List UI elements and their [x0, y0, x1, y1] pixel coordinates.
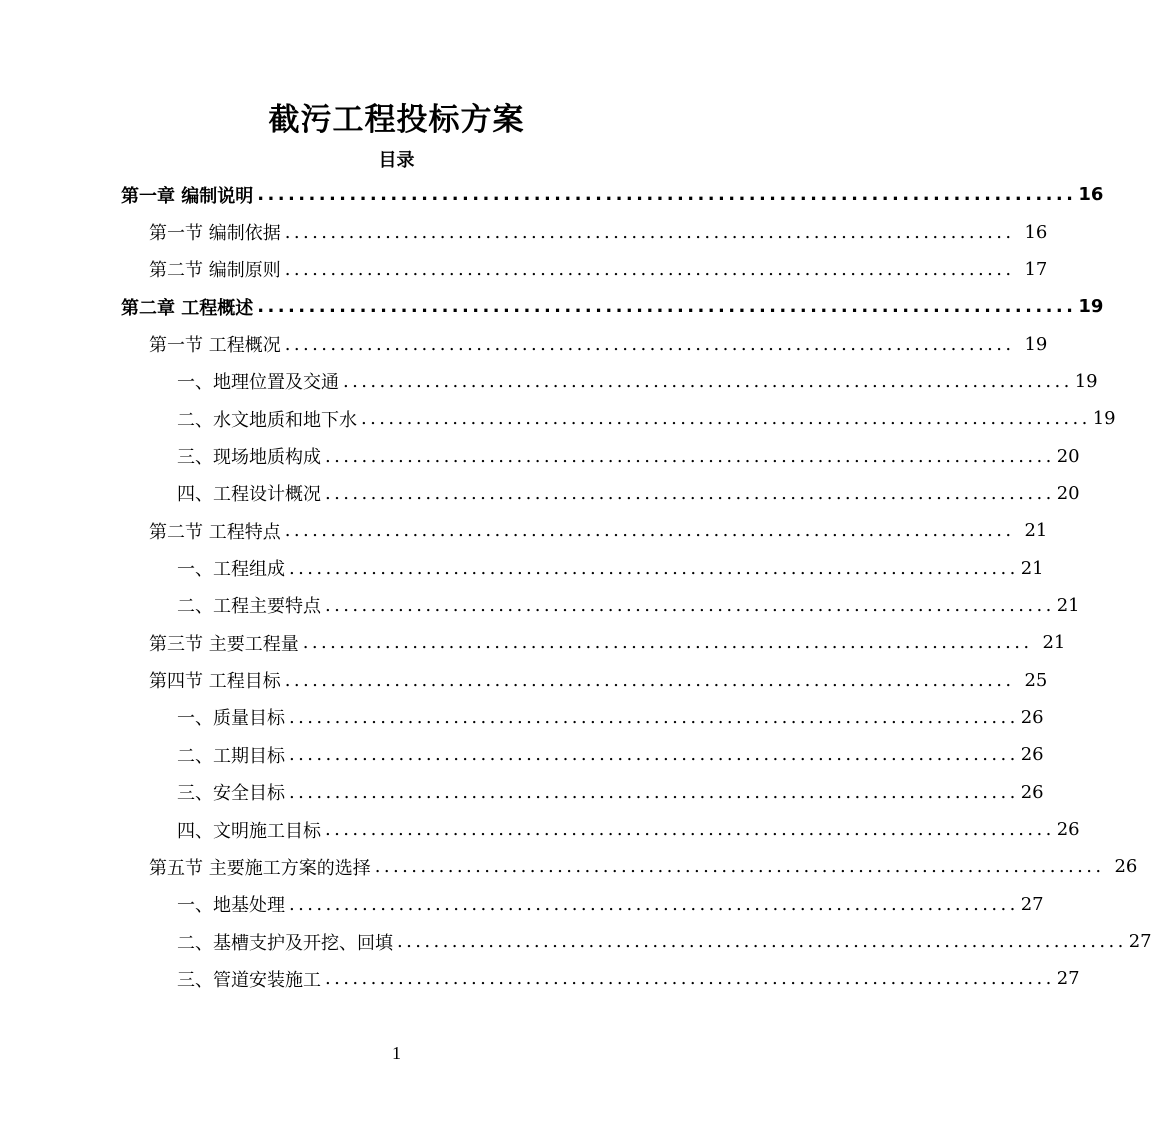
toc-leader-dots: ................................................................................ [284, 669, 1015, 691]
toc-entry-page: 26 [1056, 819, 1080, 841]
toc-entry-page: 19 [1074, 370, 1098, 392]
toc-leader-dots: ................................................................................ [289, 557, 1019, 579]
toc-entry[interactable] [177, 437, 1080, 474]
toc-leader-dots: ................................................................................ [361, 408, 1091, 430]
toc-leader-dots: ................................................................................ [257, 184, 1077, 206]
toc-entry[interactable] [149, 512, 1048, 549]
toc-leader-dots: ................................................................................ [325, 445, 1055, 467]
document-title: 截污工程投标方案 [268, 102, 525, 138]
toc-leader-dots: ................................................................................ [343, 370, 1073, 392]
toc-entry-label: 第五节 主要施工方案的选择 [149, 857, 371, 879]
toc-entry-page: 25 [1024, 669, 1048, 691]
toc-entry[interactable] [177, 960, 1080, 997]
toc-entry[interactable] [121, 176, 1104, 213]
toc-leader-dots: ................................................................................ [325, 968, 1055, 990]
toc-entry[interactable] [177, 736, 1044, 773]
toc-leader-dots: ................................................................................ [374, 856, 1105, 878]
toc-leader-dots: ................................................................................ [325, 819, 1055, 841]
toc-entry-label: 四、工程设计概况 [177, 484, 321, 506]
toc-leader-dots: ................................................................................ [302, 632, 1033, 654]
toc-heading: 目录 [378, 150, 415, 171]
toc-entry-label: 二、基槽支护及开挖、回填 [177, 932, 393, 954]
toc-entry-label: 二、工期目标 [177, 745, 285, 767]
toc-leader-dots: ................................................................................ [325, 482, 1055, 504]
page-number: 1 [392, 1043, 401, 1063]
toc-entry-page: 26 [1020, 781, 1044, 803]
toc-entry[interactable] [177, 549, 1044, 586]
toc-entry-page: 27 [1020, 893, 1044, 915]
toc-leader-dots: ................................................................................ [289, 706, 1019, 728]
toc-entry-page: 26 [1020, 706, 1044, 728]
toc-entry-page: 16 [1078, 184, 1104, 206]
toc-entry-page: 19 [1024, 333, 1048, 355]
toc-entry[interactable] [177, 886, 1044, 923]
toc-entry-page: 26 [1020, 744, 1044, 766]
toc-leader-dots: ................................................................................ [284, 258, 1015, 280]
toc-entry[interactable] [177, 811, 1080, 848]
toc-entry-page: 27 [1056, 968, 1080, 990]
toc-entry-label: 第一节 编制依据 [149, 223, 281, 245]
toc-entry-label: 三、安全目标 [177, 783, 285, 805]
toc-entry-label: 一、地基处理 [177, 895, 285, 917]
toc-entry-label: 三、管道安装施工 [177, 969, 321, 991]
toc-entry-label: 二、工程主要特点 [177, 596, 321, 618]
toc-entry-label: 第三节 主要工程量 [149, 633, 299, 655]
toc-leader-dots: ................................................................................ [284, 333, 1015, 355]
toc-entry[interactable] [121, 288, 1104, 325]
toc-entry[interactable] [149, 325, 1048, 362]
toc-entry-page: 21 [1042, 632, 1066, 654]
toc-entry-page: 19 [1092, 408, 1116, 430]
toc-entry-label: 四、文明施工目标 [177, 820, 321, 842]
toc-entry-label: 第二节 编制原则 [149, 260, 281, 282]
toc-leader-dots: ................................................................................ [284, 520, 1015, 542]
toc-entry[interactable] [177, 774, 1044, 811]
toc-entry[interactable] [177, 923, 1152, 960]
toc-entry-label: 第二节 工程特点 [149, 521, 281, 543]
toc-leader-dots: ................................................................................ [397, 931, 1127, 953]
toc-entry-page: 21 [1056, 594, 1080, 616]
toc-entry-label: 一、质量目标 [177, 708, 285, 730]
toc-entry[interactable] [149, 661, 1048, 698]
toc-entry-label: 一、地理位置及交通 [177, 372, 339, 394]
toc-entry[interactable] [149, 848, 1138, 885]
table-of-contents [0, 176, 1152, 998]
toc-leader-dots: ................................................................................ [325, 594, 1055, 616]
toc-entry-label: 一、工程组成 [177, 559, 285, 581]
toc-entry-label: 二、水文地质和地下水 [177, 409, 357, 431]
toc-entry-page: 27 [1128, 931, 1152, 953]
toc-leader-dots: ................................................................................ [289, 744, 1019, 766]
toc-entry[interactable] [149, 213, 1048, 250]
toc-entry-page: 26 [1114, 856, 1138, 878]
toc-entry[interactable] [149, 624, 1066, 661]
toc-leader-dots: ................................................................................ [289, 781, 1019, 803]
toc-entry[interactable] [149, 251, 1048, 288]
toc-entry[interactable] [177, 363, 1098, 400]
toc-entry-page: 21 [1020, 557, 1044, 579]
toc-entry-page: 17 [1024, 258, 1048, 280]
toc-entry-page: 21 [1024, 520, 1048, 542]
toc-leader-dots: ................................................................................ [257, 296, 1077, 318]
toc-entry-label: 第二章 工程概述 [121, 297, 254, 319]
toc-entry[interactable] [177, 400, 1116, 437]
toc-entry[interactable] [177, 475, 1080, 512]
toc-leader-dots: ................................................................................ [284, 221, 1015, 243]
toc-entry-page: 20 [1056, 482, 1080, 504]
toc-entry-label: 第一章 编制说明 [121, 185, 254, 207]
toc-entry-label: 三、现场地质构成 [177, 447, 321, 469]
toc-entry-page: 16 [1024, 221, 1048, 243]
toc-entry-label: 第一节 工程概况 [149, 335, 281, 357]
toc-entry[interactable] [177, 699, 1044, 736]
toc-entry-label: 第四节 工程目标 [149, 671, 281, 693]
toc-leader-dots: ................................................................................ [289, 893, 1019, 915]
toc-entry[interactable] [177, 587, 1080, 624]
toc-entry-page: 20 [1056, 445, 1080, 467]
toc-entry-page: 19 [1078, 296, 1104, 318]
